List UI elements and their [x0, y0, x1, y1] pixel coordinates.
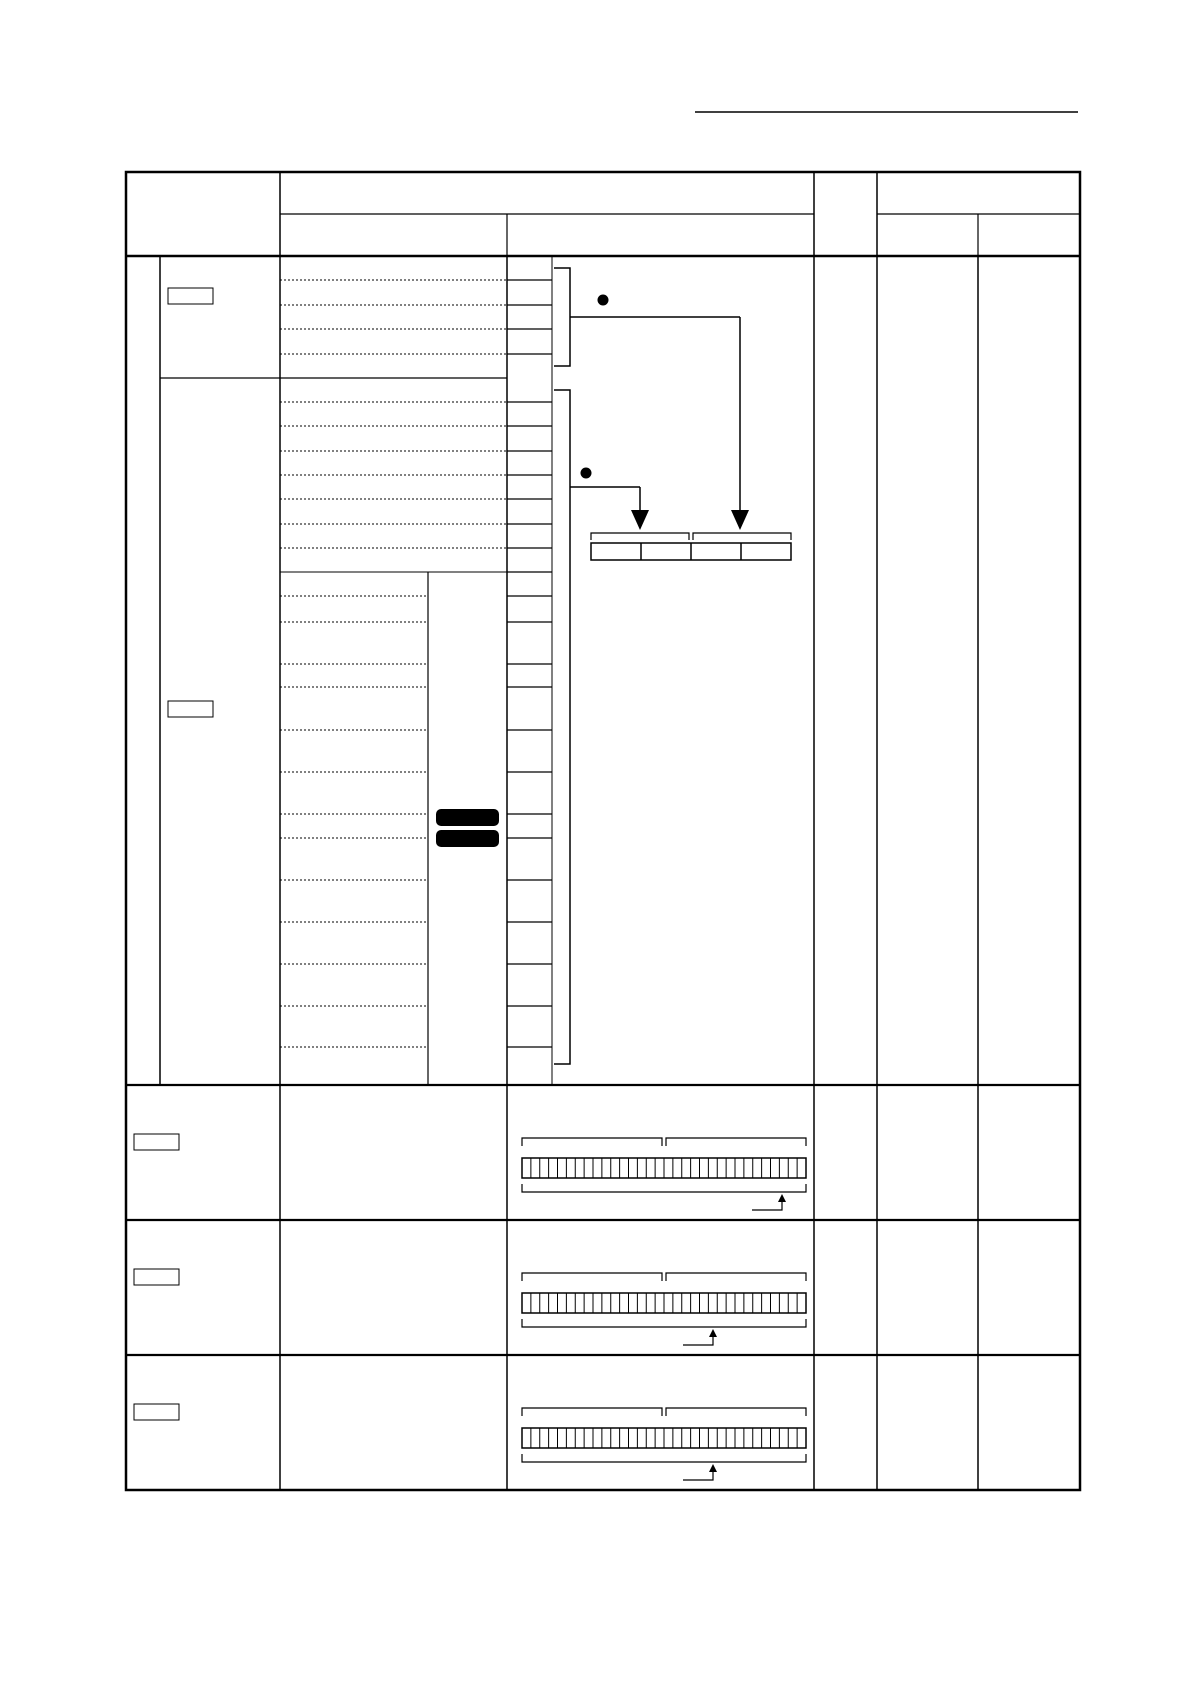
table-header — [126, 172, 1080, 256]
up-arrow — [709, 1464, 717, 1472]
register-brace-all — [522, 1319, 806, 1327]
register-brace-high — [522, 1273, 662, 1281]
bullet-dot — [581, 468, 592, 479]
register-pointer — [683, 1335, 713, 1345]
label-box-register-3 — [134, 1404, 179, 1420]
down-arrow — [631, 510, 649, 530]
bullet-dot — [598, 295, 609, 306]
bit-register — [522, 1408, 806, 1480]
label-box-lower — [168, 701, 213, 717]
register-brace-all — [522, 1454, 806, 1462]
register-brace-low — [666, 1273, 806, 1281]
register-brace-high — [522, 1408, 662, 1416]
selected-bit-marker-1 — [436, 809, 499, 826]
register-brace-all — [522, 1184, 806, 1192]
register-brace-high — [522, 1138, 662, 1146]
register-brace-low — [666, 1408, 806, 1416]
register-pointer — [683, 1470, 713, 1480]
register-brace-low — [666, 1138, 806, 1146]
detail-row-ticks — [507, 280, 552, 1047]
register-pointer — [752, 1200, 782, 1210]
down-arrow — [731, 510, 749, 530]
body-columns — [126, 256, 1080, 1490]
bit-register — [522, 1138, 806, 1210]
label-box-upper — [168, 288, 213, 304]
bit-registers — [522, 1138, 806, 1480]
detail-row-separators — [280, 280, 507, 1047]
word-box — [591, 533, 791, 560]
label-box-register-2 — [134, 1269, 179, 1285]
up-arrow — [709, 1329, 717, 1337]
bit-register — [522, 1273, 806, 1345]
up-arrow — [778, 1194, 786, 1202]
bracket-lower — [554, 390, 640, 1064]
label-box-register-1 — [134, 1134, 179, 1150]
selected-bit-marker-2 — [436, 830, 499, 847]
